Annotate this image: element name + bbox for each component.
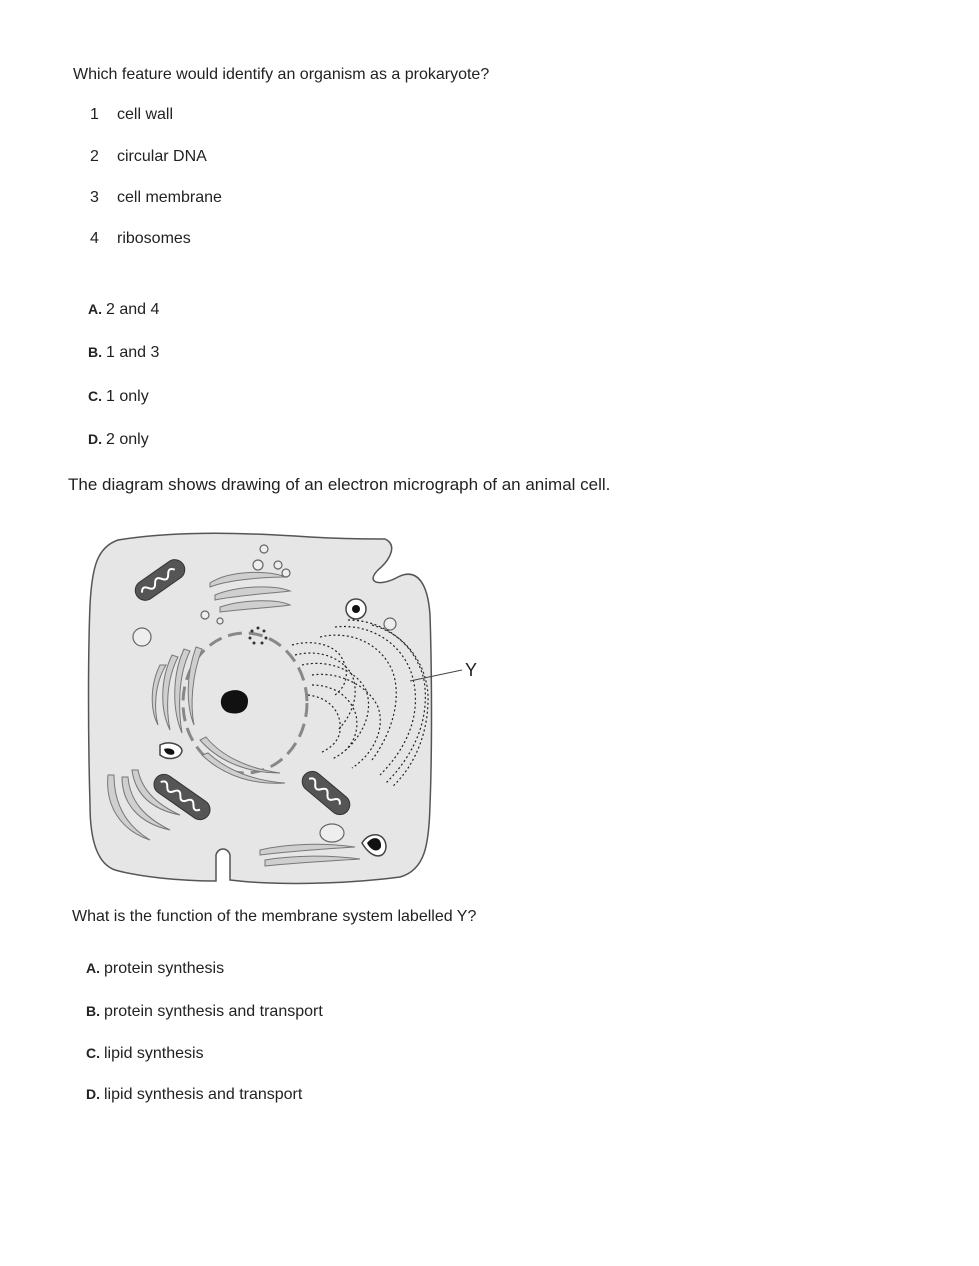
option-text: protein synthesis [104, 960, 225, 977]
q1-option-d[interactable] [88, 429, 149, 450]
q2-option-c[interactable] [86, 1043, 204, 1064]
animal-cell-diagram [80, 525, 500, 890]
option-text: lipid synthesis [104, 1045, 204, 1062]
option-letter: B. [88, 344, 102, 360]
q1-question: Which feature would identify an organism as a prokaryote? [73, 66, 490, 83]
feature-item [90, 229, 191, 249]
q1-option-b[interactable] [88, 342, 159, 363]
option-text: 1 only [106, 388, 149, 405]
q2-intro: The diagram shows drawing of an electron micrograph of an animal cell. [68, 475, 611, 494]
option-text: lipid synthesis and transport [104, 1086, 303, 1103]
option-letter: D. [86, 1086, 100, 1102]
feature-number: 3 [90, 189, 99, 206]
q2-question: What is the function of the membrane system labelled Y? [72, 908, 477, 925]
q2-option-a[interactable] [86, 958, 224, 979]
option-letter: A. [88, 301, 102, 317]
feature-item [90, 147, 207, 167]
feature-item [90, 105, 173, 125]
q1-option-c[interactable] [88, 386, 149, 407]
option-text: 2 only [106, 431, 149, 448]
option-letter: B. [86, 1003, 100, 1019]
option-letter: C. [86, 1045, 100, 1061]
feature-text: cell wall [117, 106, 174, 123]
option-text: 2 and 4 [106, 301, 160, 318]
q2-option-b[interactable] [86, 1001, 323, 1022]
nucleolus [221, 690, 248, 713]
option-letter: D. [88, 431, 102, 447]
option-letter: A. [86, 960, 100, 976]
lysosome-core [352, 605, 360, 613]
feature-number: 1 [90, 106, 99, 123]
feature-number: 4 [90, 230, 99, 247]
feature-text: ribosomes [117, 230, 191, 247]
option-letter: C. [88, 388, 102, 404]
label-y: Y [465, 660, 478, 680]
option-text: protein synthesis and transport [104, 1003, 323, 1020]
q2-option-d[interactable] [86, 1084, 302, 1105]
option-text: 1 and 3 [106, 344, 160, 361]
feature-text: cell membrane [117, 189, 222, 206]
feature-text: circular DNA [117, 148, 207, 165]
feature-item [90, 188, 222, 208]
feature-number: 2 [90, 148, 99, 165]
q1-option-a[interactable] [88, 299, 159, 320]
